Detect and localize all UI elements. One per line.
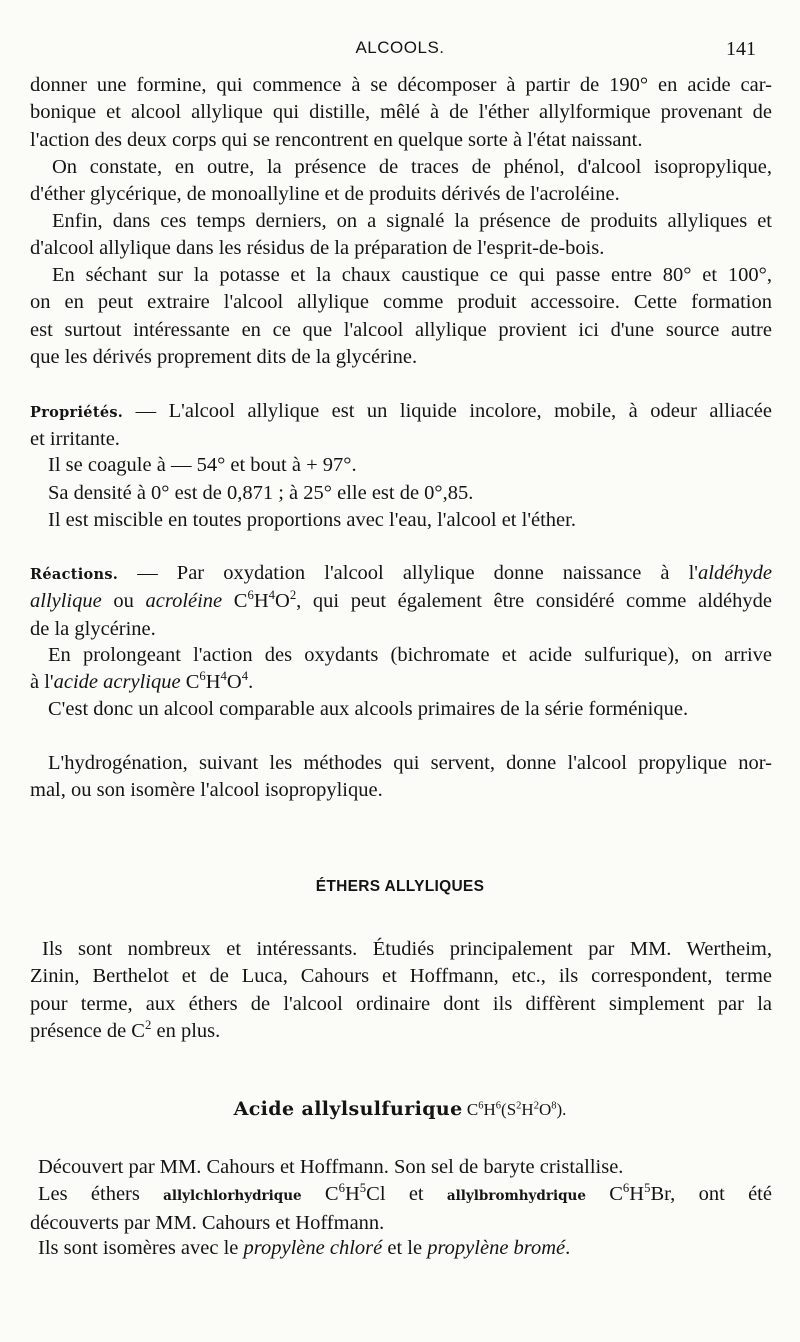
section-title-ethers-allyliques: ÉTHERS ALLYLIQUES — [315, 878, 485, 895]
paragraph-constate — [30, 154, 772, 209]
paragraph-densite — [30, 480, 772, 507]
text-line: C'est donc un alcool comparable aux alcools primaires de la série forménique. — [48, 698, 689, 720]
text-line: découverts par MM. Cahours et Hoffmann. — [30, 1212, 385, 1235]
running-title: ALCOOLS. — [355, 38, 445, 57]
text-line: Sa densité à 0° est de 0,871 ; à 25° elle est de 0°,85. — [48, 482, 474, 504]
paragraph-ethers — [30, 936, 772, 1046]
paragraph-proprietes — [30, 398, 772, 454]
text-line: Enfin, dans ces temps derniers, on a signalé la présence de produits allyliques et — [52, 210, 772, 232]
text-line: d'éther glycérique, de monoallyline et de produits dérivés de l'acroléine. — [30, 183, 620, 206]
text-line: présence de $C^2$ en plus. — [30, 1018, 221, 1043]
paragraph-miscible — [30, 507, 772, 534]
paragraph-alcool-comparable — [30, 696, 772, 723]
page-header — [0, 38, 800, 62]
text-line: est surtout intéressante en ce que l'alcool allylique provient ici d'une source autre — [30, 318, 772, 341]
paragraph-hydrogenation — [30, 750, 772, 805]
page-number: 141 — [726, 38, 756, 60]
text-line: on en peut extraire l'alcool allylique comme produit accessoire. Cette formation — [30, 291, 772, 314]
text-line: Zinin, Berthelot et de Luca, Cahours et Hoffmann, etc., ils correspondent, terme — [30, 965, 772, 988]
paragraph-isomeres — [30, 1235, 772, 1262]
text-line: à l'acide acrylique $C^6H^4O^4$. — [30, 669, 254, 694]
text-line: Découvert par MM. Cahours et Hoffmann. Son sel de baryte cristallise. — [38, 1156, 624, 1178]
text-line: que les dérivés proprement dits de la glycérine. — [30, 346, 418, 369]
text-line: Réactions. — Par oxydation l'alcool allylique donne naissance à l'aldéhyde — [30, 562, 772, 584]
text-line: pour terme, aux éthers de l'alcool ordinaire dont ils diffèrent simplement par la — [30, 992, 772, 1015]
text-line: l'action des deux corps qui se rencontrent en quelque sorte à l'état naissant. — [30, 128, 643, 151]
text-line: En séchant sur la potasse et la chaux caustique ce qui passe entre 80° et 100°, — [52, 264, 772, 286]
paragraph-sechant — [30, 262, 772, 372]
text-line: Les éthers allylchlorhydrique $C^6H^5Cl$ et allylbromhydrique $C^6H^5Br$, ont été — [38, 1181, 772, 1205]
text-line: Ils sont nombreux et intéressants. Étudiés principalement par MM. Wertheim, — [42, 938, 772, 960]
paragraph-formine — [30, 72, 772, 154]
text-line: d'alcool allylique dans les résidus de la préparation de l'esprit-de-bois. — [30, 237, 605, 260]
rubric-reactions: Réactions. — [30, 566, 119, 583]
acid-name: Acide allylsulfurique — [233, 1098, 463, 1120]
text-line: L'hydrogénation, suivant les méthodes qui servent, donne l'alcool propylique nor- — [48, 752, 772, 774]
paragraph-enfin — [30, 208, 772, 263]
compound-allylchlorhydrique: allylchlorhydrique — [163, 1188, 302, 1204]
text-line: mal, ou son isomère l'alcool isopropylique. — [30, 779, 383, 802]
text-line: Il est miscible en toutes proportions avec l'eau, l'alcool et l'éther. — [48, 509, 576, 531]
text-line: de la glycérine. — [30, 617, 156, 640]
paragraph-les-ethers — [30, 1181, 772, 1238]
text-line: Ils sont isomères avec le propylène chloré et le propylène bromé. — [38, 1237, 571, 1259]
acid-formula: $C^6H^6(S^2H^2O^8)$. — [462, 1100, 567, 1119]
text-line: et irritante. — [30, 428, 120, 451]
paragraph-decouvert — [30, 1154, 772, 1181]
text-line: donner une formine, qui commence à se décomposer à partir de 190° en acide car- — [30, 74, 772, 96]
paragraph-reactions — [30, 560, 772, 643]
text-line: On constate, en outre, la présence de traces de phénol, d'alcool isopropylique, — [52, 156, 772, 178]
acid-heading — [0, 1098, 800, 1120]
rubric-proprietes: Propriétés. — [30, 404, 124, 421]
text-line: bonique et alcool allylique qui distille, mêlé à de l'éther allylformique provenant de — [30, 101, 772, 124]
paragraph-coagule — [30, 452, 772, 479]
text-line: Il se coagule à — 54° et bout à + 97°. — [48, 454, 357, 476]
text-line: Propriétés. — L'alcool allylique est un liquide incolore, mobile, à odeur alliacée — [30, 400, 772, 422]
paragraph-prolongeant — [30, 642, 772, 697]
text-line: En prolongeant l'action des oxydants (bichromate et acide sulfurique), on arrive — [48, 644, 772, 666]
compound-allylbromhydrique: allylbromhydrique — [446, 1188, 586, 1204]
text-line: allylique ou acroléine $C^6H^4O^2$, qui peut également être considéré comme aldéhyde — [30, 588, 773, 613]
